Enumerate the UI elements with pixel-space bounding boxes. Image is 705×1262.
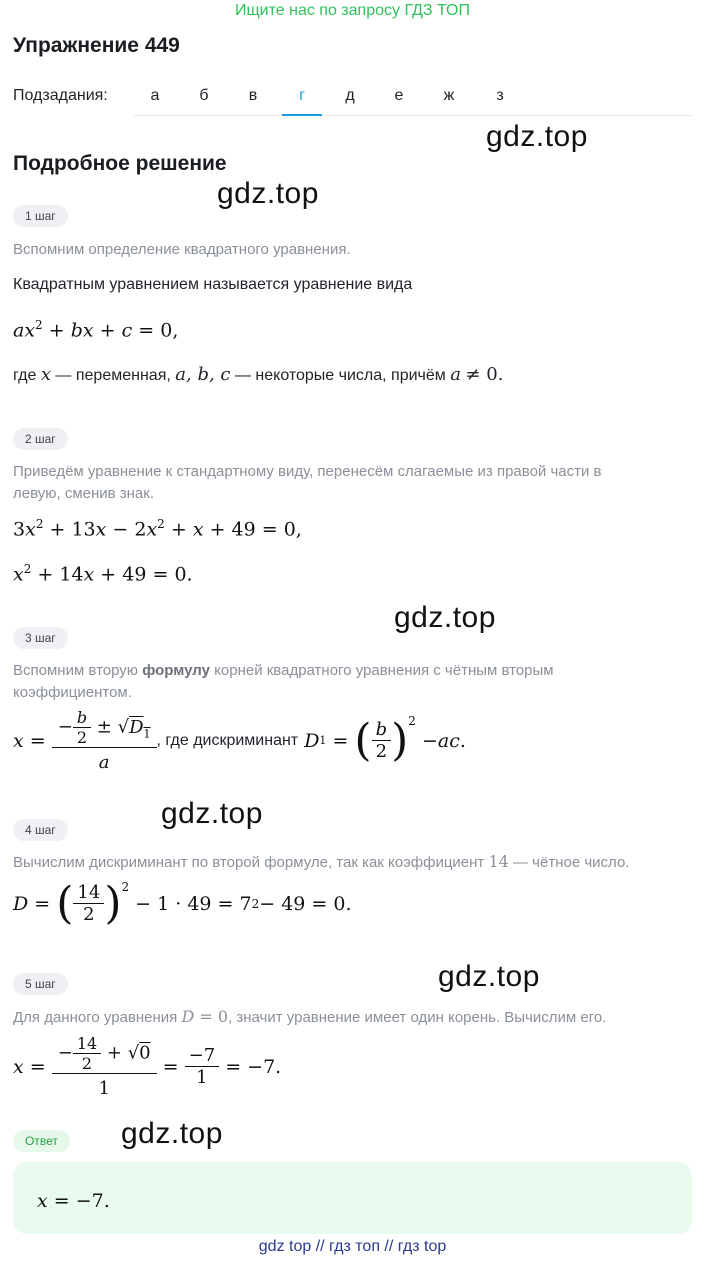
step-1-text: Квадратным уравнением называется уравнение вида [13, 276, 413, 293]
subtask-tabs [134, 78, 692, 116]
step-1-badge: 1 шаг [13, 205, 68, 227]
tab-g[interactable]: г [282, 78, 322, 116]
tab-v[interactable]: в [248, 87, 258, 104]
step-2-equation-2: $x^2 + 14x + 49 = 0$. [13, 562, 193, 586]
tab-d[interactable]: д [345, 87, 355, 104]
section-title: Подробное решение [13, 152, 227, 175]
step-2-badge: 2 шаг [13, 428, 68, 450]
step-1-where: где x — переменная, a, b, c — некоторые числа, причём a ≠ 0. [13, 364, 504, 385]
step-2-equation-1: $3x^2 + 13x - 2x^2 + x + 49 = 0$, [13, 517, 302, 541]
step-4-badge: 4 шаг [13, 819, 68, 841]
step-5-formula: x = − $\frac{14}{2}$ + √0 1 = $\frac{-7}{1}$ = −7. [13, 1034, 282, 1099]
tab-z[interactable]: з [496, 87, 504, 104]
step-4-hint: Вычислим дискриминант по второй формуле, так как коэффициент 14 — чётное число. [13, 852, 630, 871]
search-banner: Ищите нас по запросу ГДЗ ТОП [235, 2, 470, 19]
exercise-title: Упражнение 449 [13, 34, 180, 57]
step-1-hint: Вспомним определение квадратного уравнения. [13, 241, 351, 258]
step-1-formula: $ax^2$ + bx + c = 0, [13, 318, 179, 342]
answer-badge: Ответ [13, 1130, 70, 1152]
watermark: gdz.top [217, 177, 319, 210]
step-5-badge: 5 шаг [13, 973, 68, 995]
subtasks-label: Подзадания: [13, 87, 108, 104]
tab-b[interactable]: б [199, 87, 209, 104]
step-5-hint: Для данного уравнения D = 0, значит уравнение имеет один корень. Вычислим его. [13, 1007, 607, 1026]
watermark: gdz.top [394, 601, 496, 634]
step-3-formula: x = − $\frac{b}{2}$ ± $√D_1$ a , где дискриминант D 1 = ( $\frac{b}{2}$ ) $^2$ − ac . [13, 708, 466, 773]
tab-a[interactable]: а [150, 87, 160, 104]
step-3-hint-line1: Вспомним вторую формулу корней квадратного уравнения с чётным вторым [13, 662, 554, 679]
tab-e[interactable]: е [394, 87, 404, 104]
watermark: gdz.top [161, 797, 263, 830]
step-3-hint-line2: коэффициентом. [13, 684, 132, 701]
watermark: gdz.top [438, 960, 540, 993]
answer-value: x = −7. [37, 1190, 110, 1212]
watermark: gdz.top [486, 120, 588, 153]
watermark: gdz.top [121, 1117, 223, 1150]
step-4-formula: D = ( $\frac{14}{2}$ ) $^2$ − 1 · 49 = 7 2 − 49 = 0. [13, 878, 352, 929]
tab-zh[interactable]: ж [443, 87, 455, 104]
answer-box [13, 1162, 692, 1234]
step-2-hint-line2: левую, сменив знак. [13, 485, 155, 502]
step-3-badge: 3 шаг [13, 627, 68, 649]
footer-links: gdz top // гдз топ // гдз top [258, 1238, 447, 1255]
step-2-hint-line1: Приведём уравнение к стандартному виду, перенесём слагаемые из правой части в [13, 463, 602, 480]
